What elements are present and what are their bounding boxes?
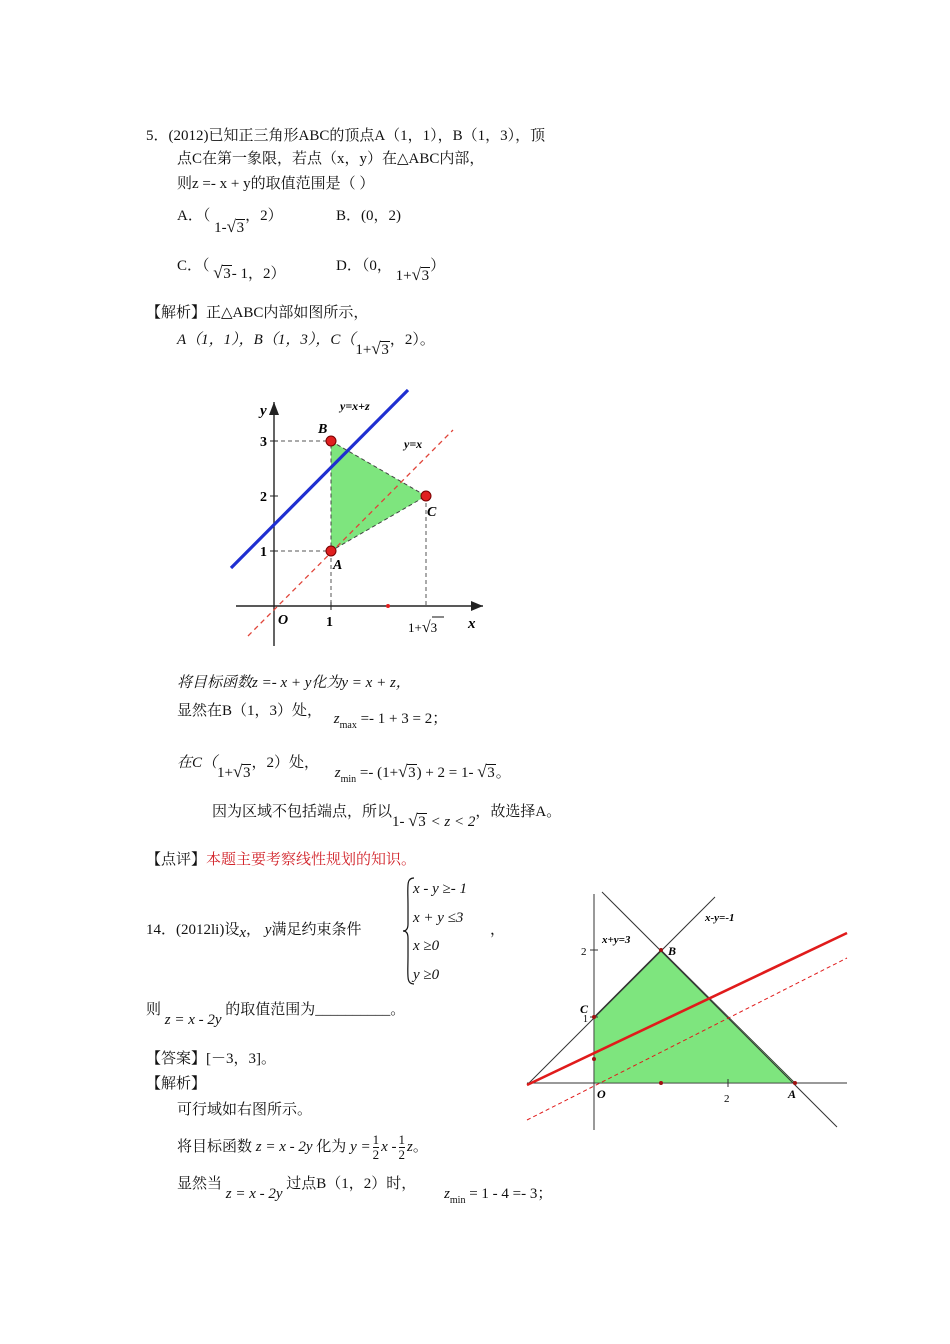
opt-d-value — [396, 268, 430, 284]
s3-expr: z = x - 2y — [225, 1186, 283, 1202]
q5-option-c — [177, 256, 286, 282]
label-c: C — [580, 1002, 589, 1016]
s2-end: 。 — [412, 1138, 428, 1155]
q5-option-b: B．(0，2) — [336, 208, 401, 224]
label-x-plus-y-3: x+y=3 — [602, 934, 631, 946]
frac-num: 1 — [398, 1132, 405, 1147]
x-axis-label: x — [468, 616, 476, 632]
x-tick-c-rad: 3 — [430, 620, 438, 635]
z-sub-min: min — [449, 1195, 466, 1206]
opt-c-tail: - 1，2） — [231, 266, 286, 282]
step3-val: 1+ — [217, 765, 233, 781]
q5-step3 — [177, 753, 511, 785]
comment-tag: 【点评】 — [146, 852, 207, 868]
step4-ineq-tail: < z < 2 — [430, 814, 476, 830]
sqrt-symbol — [213, 264, 232, 284]
var-x: x — [239, 925, 246, 941]
step3-expr-b: ) + 2 = 1- — [416, 765, 474, 781]
points-val: 1+ — [355, 342, 372, 358]
step2-text: 显然在B（1，3）处， — [177, 703, 323, 719]
opt-d-tail: ） — [430, 258, 446, 274]
opt-a-value — [214, 220, 245, 236]
step3-rad2: 3 — [408, 765, 416, 781]
stem-b: 满足约束条件 — [271, 922, 362, 938]
label-o: O — [597, 1087, 606, 1101]
fraction-half-2 — [399, 1133, 406, 1162]
q14-then — [146, 1000, 406, 1028]
answer-text: [－3，3]。 — [206, 1051, 277, 1067]
step4-ineq — [392, 814, 475, 830]
figure-feasible-region — [527, 892, 849, 1132]
q5-step4 — [212, 802, 562, 830]
sqrt-symbol — [371, 340, 390, 360]
s3-result — [444, 1186, 553, 1206]
label-y-eq-x: y=x — [404, 437, 423, 451]
label-b: B — [318, 422, 328, 437]
z-sub-min: min — [340, 774, 357, 785]
point-a — [326, 546, 336, 556]
stem-a: 14．(2012li)设 — [146, 922, 240, 938]
label-x-minus-y: x-y=-1 — [705, 912, 735, 924]
y-tick-label-3: 3 — [260, 435, 267, 450]
analysis-tag: 【解析】 — [146, 305, 207, 321]
constraint-3: x ≥0 — [413, 938, 440, 954]
step3-label: 在C（ — [177, 755, 218, 771]
s3-a: 显然当 — [177, 1176, 223, 1192]
points-rad: 3 — [381, 342, 389, 358]
opt-d-rad: 3 — [421, 268, 430, 284]
figure-triangle-abc — [228, 388, 488, 648]
constraint-2: x + y ≤3 — [413, 910, 464, 926]
x-tick-label-1: 1 — [326, 615, 333, 630]
s3-b: 过点B（1，2）时， — [286, 1176, 417, 1192]
point-c-dot — [592, 1015, 596, 1019]
q14-stem — [146, 920, 361, 940]
stem-sep: ， — [246, 922, 262, 938]
points-text: A（1，1），B（1，3），C（ — [177, 332, 356, 348]
y-tick-label-1: 1 — [260, 545, 267, 560]
step3-end: 。 — [495, 765, 511, 781]
constraint-comma: ， — [490, 922, 506, 938]
then-expr: z = x - 2y — [164, 1012, 222, 1028]
point-c — [421, 491, 431, 501]
intercept-dot — [592, 1057, 596, 1061]
feasible-region — [594, 950, 795, 1083]
y-tick-label-2: 2 — [260, 490, 267, 505]
y-axis-label: y — [260, 403, 267, 419]
opt-a-tail: ，2） — [245, 208, 283, 224]
q5-points — [177, 330, 435, 358]
q14-s2 — [177, 1133, 428, 1162]
opt-c-label: C．（ — [177, 258, 210, 274]
y-tick-label-1: 1 — [583, 1014, 588, 1025]
point-b — [326, 436, 336, 446]
label-a: A — [333, 558, 343, 573]
origin-label: O — [278, 613, 289, 628]
z-sub-max: max — [339, 720, 357, 731]
x-axis-arrow-icon — [471, 601, 483, 611]
constraint-1: x - y ≥- 1 — [413, 881, 468, 897]
opt-d-label: D．（0， — [336, 258, 392, 274]
x-tick-label-c — [408, 619, 437, 636]
q14-analysis-tag: 【解析】 — [146, 1076, 207, 1092]
x-tick-dot — [659, 1081, 663, 1085]
label-b: B — [668, 944, 677, 958]
fraction-half-1 — [373, 1133, 380, 1162]
step4-end: ，故选择A。 — [475, 804, 562, 820]
s3-value: = 1 - 4 =- 3； — [469, 1186, 553, 1202]
opt-a-val: 1- — [214, 220, 227, 236]
opt-d-val: 1+ — [395, 268, 412, 284]
point-b-dot — [659, 948, 663, 952]
points-value — [355, 342, 389, 358]
frac-den: 2 — [372, 1147, 380, 1162]
sqrt-symbol — [408, 812, 427, 832]
step4-val: 1- — [392, 814, 405, 830]
step4-rad: 3 — [418, 814, 426, 830]
q14-s1: 可行域如右图所示。 — [177, 1102, 313, 1118]
q5-line3: 则z =- x + y的取值范围是（ ） — [177, 176, 375, 192]
step2-value: =- 1 + 3 = 2； — [360, 711, 448, 727]
step3-rad3: 3 — [487, 765, 495, 781]
triangle-region — [331, 441, 426, 551]
sqrt-symbol — [398, 763, 417, 783]
q5-analysis — [146, 303, 368, 323]
sqrt-symbol — [227, 218, 246, 238]
then-a: 则 — [146, 1002, 162, 1018]
q14-s3 — [177, 1174, 553, 1206]
opt-a-label: A．（ — [177, 208, 211, 224]
s2-b: 化为 — [316, 1138, 347, 1155]
s2-z: z — [407, 1138, 413, 1155]
points-tail: ，2）。 — [389, 332, 435, 348]
frac-num: 1 — [372, 1132, 380, 1147]
q5-step2 — [177, 701, 448, 731]
step3-point — [217, 765, 251, 781]
step3-rad: 3 — [242, 765, 251, 781]
x-tick-c-val: 1+ — [408, 620, 422, 635]
s2-expr: z = x - 2y — [255, 1138, 313, 1155]
x-tick-label-2: 2 — [724, 1093, 730, 1105]
label-c: C — [427, 505, 437, 520]
opt-a-rad: 3 — [236, 220, 245, 236]
analysis-text: 正△ABC内部如图所示， — [206, 305, 369, 321]
sqrt-symbol — [412, 266, 431, 286]
z-var: z — [333, 711, 340, 727]
step4-text: 因为区域不包括端点，所以 — [212, 804, 393, 820]
step3-expr-a: =- (1+ — [359, 765, 399, 781]
q5-line2: 点C在第一象限，若点（x，y）在△ABC内部， — [177, 151, 485, 167]
y-tick-label-2: 2 — [581, 946, 587, 958]
z-var: z — [444, 1186, 450, 1202]
z-var: z — [334, 765, 341, 781]
q5-option-a — [177, 206, 283, 236]
opt-c-value — [213, 266, 232, 282]
label-y-eq-x-plus-z: y=x+z — [340, 399, 370, 413]
s2-x: x - — [381, 1138, 397, 1155]
q14-answer — [146, 1049, 276, 1069]
constraint-4: y ≥0 — [413, 967, 440, 983]
then-b: 的取值范围为__________。 — [225, 1002, 406, 1018]
x-tick-dot — [386, 604, 390, 608]
s2-a: 将目标函数 — [177, 1138, 253, 1155]
opt-c-rad: 3 — [223, 266, 231, 282]
point-a-dot — [793, 1081, 797, 1085]
label-a: A — [788, 1087, 797, 1101]
var-y: y — [264, 922, 272, 938]
frac-den: 2 — [398, 1147, 405, 1162]
q5-line1: 5．(2012)已知正三角形ABC的顶点A（1，1），B（1，3），顶 — [146, 128, 546, 144]
step3-tail: ，2）处， — [251, 755, 319, 771]
answer-tag: 【答案】 — [146, 1051, 207, 1067]
step2-expr — [333, 711, 448, 731]
comment-text: 本题主要考察线性规划的知识。 — [206, 852, 417, 868]
sqrt-icon: √ — [421, 619, 431, 636]
step3-expr — [334, 765, 511, 785]
q5-option-d — [336, 256, 446, 284]
q5-step1: 将目标函数z =- x + y化为y = x + z， — [177, 675, 411, 691]
s2-c: y = — [350, 1138, 371, 1155]
y-axis-arrow-icon — [269, 402, 279, 415]
sqrt-symbol — [477, 763, 496, 783]
q5-comment — [146, 850, 416, 870]
sqrt-symbol — [233, 763, 252, 783]
